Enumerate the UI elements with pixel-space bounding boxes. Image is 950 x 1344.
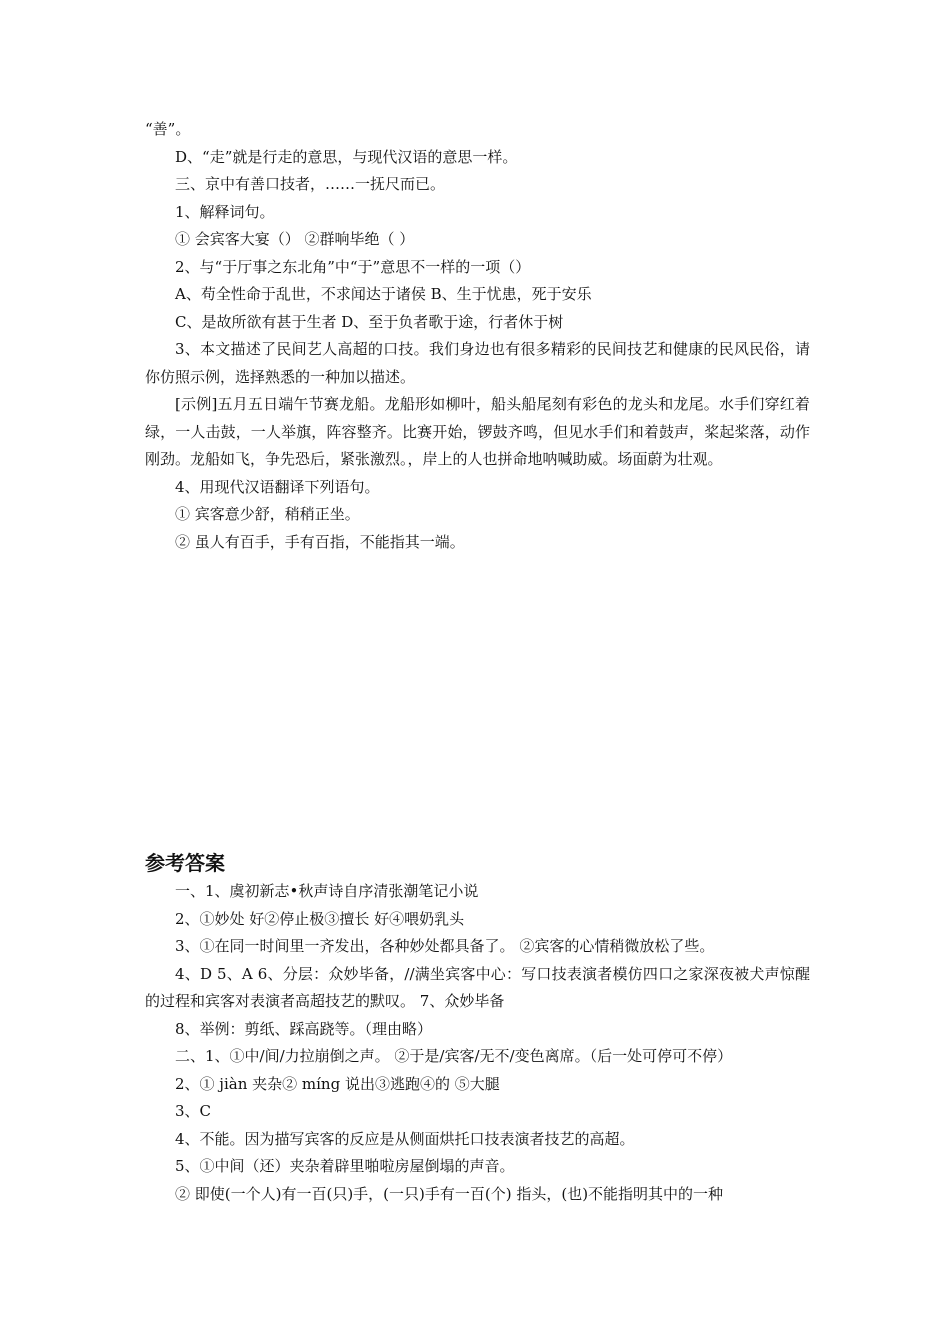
answer-line: 3、①在同一时间里一齐发出，各种妙处都具备了。 ②宾客的心情稍微放松了些。 [175,937,715,955]
answer-line: 5、①中间（还）夹杂着辟里啪啦房屋倒塌的声音。 [175,1157,515,1175]
text-paragraph: [示例]五月五日端午节赛龙船。龙船形如柳叶，船头船尾刻有彩色的龙头和龙尾。水手们穿红着绿，一人击鼓，一人举旗，阵容整齐。比赛开始，锣鼓齐鸣，但见水手们和着鼓声，桨起桨落，动作刚劲。龙船如飞，争先恐后，紧张激烈。，岸上的人也拼命地呐喊助威。场面蔚为壮观。 [145,395,810,468]
text-line: 2、与“于厅事之东北角”中“于”意思不一样的一项（） [175,257,531,276]
answer-section [145,848,810,1208]
text-line: 4、用现代汉语翻译下列语句。 [175,477,380,496]
text-line: “善”。 [145,120,191,138]
answer-line: ② 即使(一个人)有一百(只)手，(一只)手有一百(个) 指头，(也)不能指明其中的一种 [175,1184,724,1203]
text-line: ② 虽人有百手，手有百指，不能指其一端。 [175,532,465,551]
text-line: D、“走”就是行走的意思，与现代汉语的意思一样。 [175,147,518,166]
text-line: A、苟全性命于乱世，不求闻达于诸侯 B、生于忧患，死于安乐 [175,285,592,303]
answer-line: 8、举例：剪纸、踩高跷等。（理由略） [175,1019,433,1038]
answer-line: 2、①妙处 好②停止极③擅长 好④喂奶乳头 [175,909,465,928]
answer-line: 3、C [175,1102,212,1120]
text-line: ① 宾客意少舒，稍稍正坐。 [175,505,360,523]
text-paragraph: 3、本文描述了民间艺人高超的口技。我们身边也有很多精彩的民间技艺和健康的民风民俗，请你仿照示例，选择熟悉的一种加以描述。 [145,340,810,386]
answer-line: 4、不能。因为描写宾客的反应是从侧面烘托口技表演者技艺的高超。 [175,1129,635,1148]
answer-paragraph: 4、D 5、A 6、分层：众妙毕备，//满坐宾客中心：写口技表演者模仿四口之家深夜被犬声惊醒的过程和宾客对表演者高超技艺的默叹。 7、众妙毕备 [145,964,810,1010]
text-line: C、是故所欲有甚于生者 D、至于负者歌于途，行者休于树 [175,312,564,331]
answer-line: 二、1、①中/间/力拉崩倒之声。 ②于是/宾客/无不/变色离席。（后一处可停可不停） [175,1047,733,1065]
text-line: 1、解释词句。 [175,202,275,221]
text-line: ① 会宾客大宴（） ②群响毕绝（ ） [175,230,415,248]
answer-line: 一、1、虞初新志•秋声诗自序清张潮笔记小说 [175,882,479,900]
text-line: 三、京中有善口技者，……一抚尺而已。 [175,175,446,193]
answer-line: 2、① jiàn 夹杂② míng 说出③逃跑④的 ⑤大腿 [175,1074,500,1093]
answers-heading: 参考答案 [145,851,225,875]
question-section [145,116,810,556]
